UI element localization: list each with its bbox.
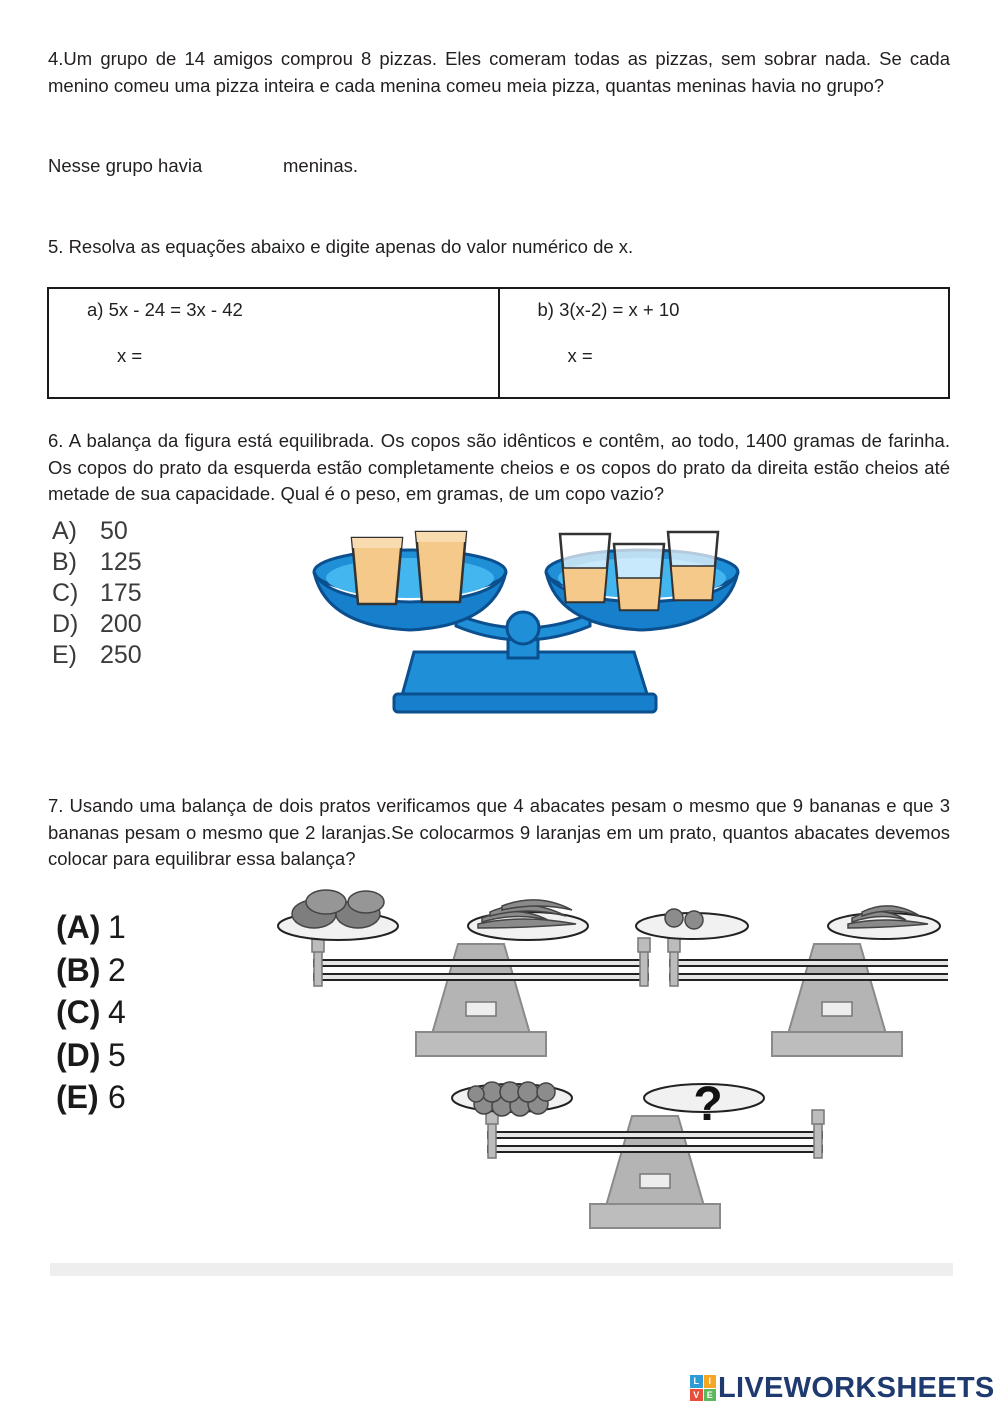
q6-option-c[interactable]: C) 175 bbox=[52, 579, 142, 607]
q4-answer-prefix: Nesse grupo havia bbox=[48, 155, 203, 176]
q7-option-b[interactable]: (B) 2 bbox=[56, 951, 126, 988]
equation-a: a) 5x - 24 = 3x - 42 bbox=[87, 299, 243, 320]
q7-option-a[interactable]: (A) 1 bbox=[56, 909, 126, 945]
q4-answer-input[interactable] bbox=[216, 153, 282, 179]
q5-text: 5. Resolva as equações abaixo e digite apenas do valor numérico de x. bbox=[48, 236, 634, 257]
q6-option-d[interactable]: D) 200 bbox=[52, 610, 142, 638]
liveworksheets-brand: LIVEWORKSHEETS bbox=[718, 1371, 995, 1404]
x-label-a: x = bbox=[117, 345, 143, 366]
q6-option-a[interactable]: A) 50 bbox=[52, 517, 128, 545]
q6-option-e[interactable]: E) 250 bbox=[52, 641, 142, 669]
q4-text: 4.Um grupo de 14 amigos comprou 8 pizzas. Eles comeram todas as pizzas, sem sobrar nada. Se cada menino comeu uma pizza inteira e cada menina comeu meia pizza, quantas meninas havia no grupo? bbox=[48, 48, 950, 96]
bottom-divider bbox=[50, 1263, 953, 1276]
q6-text: 6. A balança da figura está equilibrada. Os copos são idênticos e contêm, ao todo, 1400 gramas de farinha. Os copos do prato da esquerda estão completamente cheios e os copos do prato da direita estão cheios até metade de sua capacidade. Qual é o peso, em gramas, de um copo vazio? bbox=[48, 430, 950, 504]
x-input-b[interactable] bbox=[604, 344, 728, 370]
grey-scales-illustration bbox=[276, 884, 948, 1254]
q6-option-b[interactable]: B) 125 bbox=[52, 548, 142, 576]
liveworksheets-logo bbox=[690, 1372, 995, 1404]
equations-table bbox=[47, 287, 950, 399]
x-label-b: x = bbox=[567, 345, 593, 366]
right-half-cups bbox=[560, 532, 718, 610]
q7-options bbox=[56, 906, 126, 1119]
equation-cell-a bbox=[48, 288, 499, 398]
liveworksheets-logo-icon: L I V E bbox=[690, 1375, 716, 1401]
equation-b: b) 3(x-2) = x + 10 bbox=[537, 299, 680, 320]
q7-option-d[interactable]: (D) 5 bbox=[56, 1036, 126, 1073]
q7-option-c[interactable]: (C) 4 bbox=[56, 994, 126, 1030]
q4-answer-suffix: meninas. bbox=[283, 155, 359, 176]
oranges-pile-icon bbox=[468, 1082, 555, 1116]
q7-text: 7. Usando uma balança de dois pratos verificamos que 4 abacates pesam o mesmo que 9 bananas e que 3 bananas pesam o mesmo que 2 laranjas.Se colocarmos 9 laranjas em um prato, quantos abacates devemos colocar para equilibrar essa balança? bbox=[48, 795, 950, 869]
equation-cell-b bbox=[499, 288, 950, 398]
question-mark: ? bbox=[693, 1078, 723, 1131]
blue-balance-scale-illustration bbox=[306, 522, 758, 718]
bananas-icon bbox=[478, 900, 576, 928]
q6-options bbox=[52, 516, 142, 671]
x-input-a[interactable] bbox=[153, 344, 277, 370]
q7-option-e[interactable]: (E) 6 bbox=[56, 1079, 126, 1115]
